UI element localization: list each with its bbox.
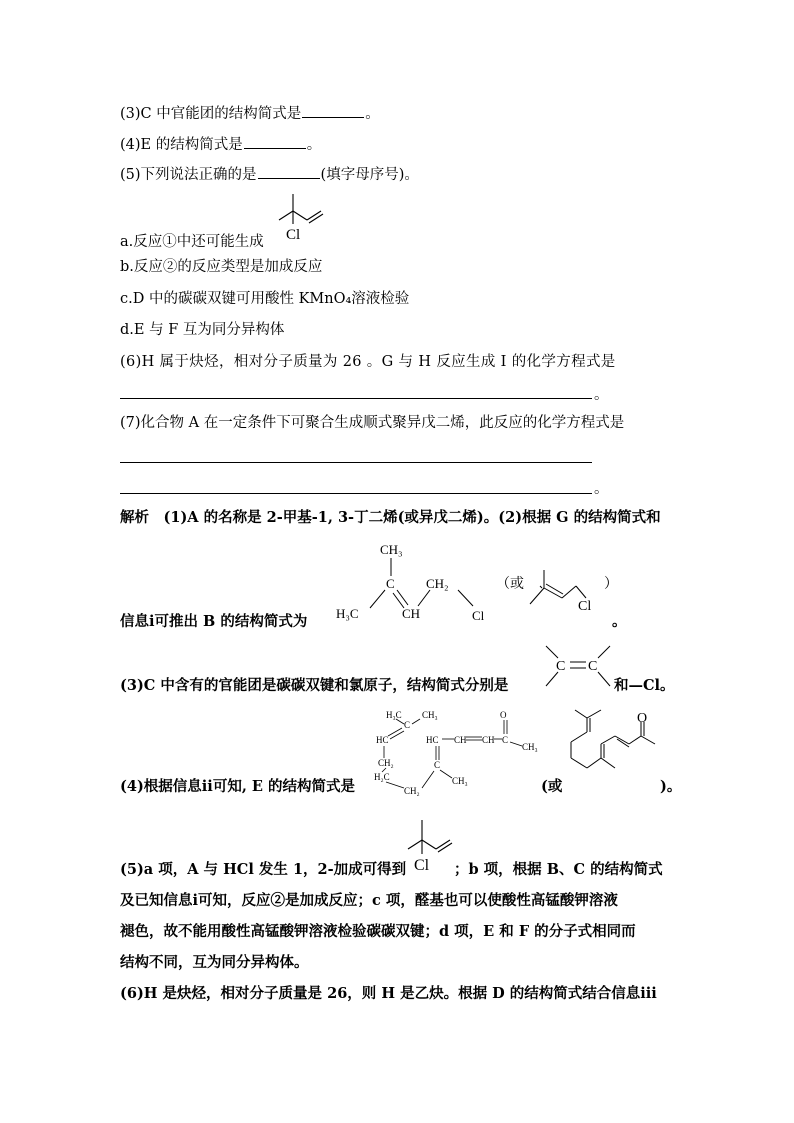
svg-text:C: C xyxy=(502,735,509,745)
svg-text:H₃C: H₃C xyxy=(386,710,402,720)
svg-text:CH₂: CH₂ xyxy=(426,576,449,591)
svg-text:C: C xyxy=(556,659,566,674)
option-c: c.D 中的碳碳双键可用酸性 KMnO₄溶液检验 xyxy=(120,291,410,307)
svg-text:C: C xyxy=(386,576,395,591)
structure-e xyxy=(372,706,562,798)
svg-text:CH₃: CH₃ xyxy=(452,776,468,786)
solution-line-8: 结构不同，互为同分异构体。 xyxy=(120,954,309,971)
solution-line-9: (6)H 是炔烃，相对分子质量是 26，则 H 是乙炔。根据 D 的结构简式结合信息ⅲ xyxy=(120,985,657,1002)
solution-line-4a: (4)根据信息ⅱ可知, E 的结构简式是 xyxy=(120,778,356,795)
question-5: (5)下列说法正确的是 (填字母序号)。 xyxy=(120,164,419,185)
answer-line xyxy=(120,398,592,399)
question-3: (3)C 中官能团的结构简式是 。 xyxy=(120,103,380,124)
svg-text:Cl: Cl xyxy=(286,227,301,243)
solution-line-4c: )。 xyxy=(660,778,682,795)
option-a: a.反应①中还可能生成 xyxy=(120,234,264,250)
svg-text:H₂C: H₂C xyxy=(374,772,390,782)
solution-line-3b: 和—Cl。 xyxy=(614,677,675,694)
svg-text:H₃C: H₃C xyxy=(336,606,359,621)
svg-text:O: O xyxy=(500,710,507,720)
chloro-alkene-structure-2 xyxy=(400,818,460,878)
q6-end: 。 xyxy=(594,387,609,403)
svg-text:CH: CH xyxy=(482,735,495,745)
solution-line-5b: ；b 项，根据 B、C 的结构简式 xyxy=(454,861,663,878)
question-4: (4)E 的结构简式是 。 xyxy=(120,134,321,155)
solution-line-3a: (3)C 中含有的官能团是碳碳双键和氯原子，结构简式分别是 xyxy=(120,677,509,694)
option-d: d.E 与 F 互为同分异构体 xyxy=(120,322,285,338)
svg-text:CH₃: CH₃ xyxy=(522,742,538,752)
solution-line-2a: 信息ⅰ可推出 B 的结构简式为 xyxy=(120,613,308,630)
double-bond-structure xyxy=(540,640,620,696)
svg-text:O: O xyxy=(637,711,648,726)
svg-text:）: ） xyxy=(604,577,618,592)
svg-text:CH₃: CH₃ xyxy=(422,710,438,720)
answer-blank xyxy=(244,134,306,149)
solution-line-6: 及已知信息ⅰ可知，反应②是加成反应；c 项，醛基也可以使酸性高锰酸钾溶液 xyxy=(120,892,618,909)
svg-text:C: C xyxy=(404,720,411,730)
answer-line xyxy=(120,493,592,494)
option-b: b.反应②的反应类型是加成反应 xyxy=(120,259,323,275)
solution-line-5a: (5)a 项，A 与 HCl 发生 1，2-加成可得到 xyxy=(120,861,407,878)
solution-line-7: 褪色，故不能用酸性高锰酸钾溶液检验碳碳双键；d 项，E 和 F 的分子式相同而 xyxy=(120,923,636,940)
solution-line-4b: (或 xyxy=(541,778,563,795)
svg-text:CH: CH xyxy=(454,735,467,745)
svg-text:CH₂: CH₂ xyxy=(404,786,420,796)
svg-text:C: C xyxy=(434,760,441,770)
svg-text:C: C xyxy=(588,659,598,674)
svg-text:CH₂: CH₂ xyxy=(378,758,394,768)
solution-line-1: 解析 (1)A 的名称是 2-甲基-1, 3-丁二烯(或异戊二烯)。(2)根据 G 的结构简式和 xyxy=(120,509,661,526)
answer-line xyxy=(120,462,592,463)
svg-text:HC: HC xyxy=(376,735,389,745)
solution-line-2b: 。 xyxy=(612,613,627,630)
svg-text:CH: CH xyxy=(402,606,421,621)
svg-text:（或: （或 xyxy=(496,577,524,592)
q7-end: 。 xyxy=(594,481,609,497)
question-6: (6)H 属于炔烃，相对分子质量为 26 。G 与 H 反应生成 I 的化学方程式是 xyxy=(120,354,616,370)
svg-text:HC: HC xyxy=(426,735,439,745)
structure-e-skeletal xyxy=(565,708,675,798)
svg-text:Cl: Cl xyxy=(414,857,430,874)
svg-text:CH₃: CH₃ xyxy=(380,542,403,557)
svg-text:Cl: Cl xyxy=(578,599,592,614)
answer-blank xyxy=(258,164,320,179)
question-7: (7)化合物 A 在一定条件下可聚合生成顺式聚异戊二烯，此反应的化学方程式是 xyxy=(120,415,625,431)
svg-text:Cl: Cl xyxy=(472,608,485,623)
chloro-alkene-structure xyxy=(276,190,336,246)
structure-b xyxy=(330,540,620,630)
answer-blank xyxy=(302,103,364,118)
